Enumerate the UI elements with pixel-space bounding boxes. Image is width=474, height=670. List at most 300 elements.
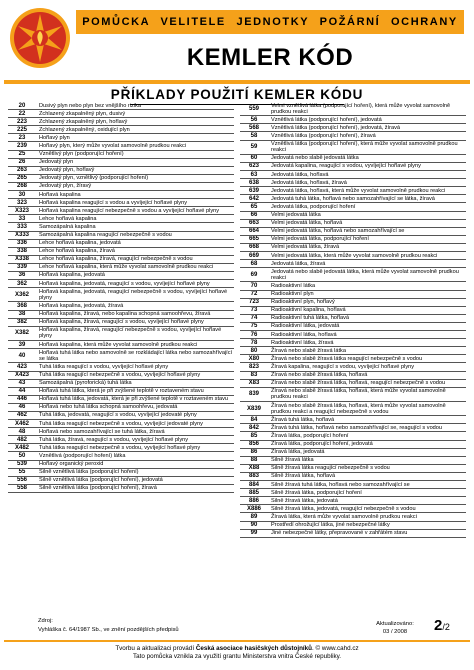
table-row [240,339,466,347]
kemler-code: 60 [240,154,268,162]
table-row [240,227,466,235]
kemler-code: 368 [8,302,36,310]
hazard-description: Hořlavá nebo samozahřívající se tuhá látka, žíravá [36,428,234,436]
kemler-code: 539 [8,460,36,468]
kemler-code: 83 [240,371,268,379]
hazard-description: Velmi jedovatá látka [268,211,466,219]
page-total: /2 [442,622,450,632]
hazard-description: Dusivý plyn nebo plyn bez vnějšího rizika [36,102,234,110]
footer-divider [4,640,470,642]
hazard-description: Silně vznětlivá látka (podporující hoření) [36,468,234,476]
kemler-code: 88 [240,456,268,464]
kemler-code: X80 [240,355,268,363]
hazard-description: Hořlavá nebo tuhá látka schopná samoohřevu, jedovatá [36,403,234,411]
header-band: POMŮCKA VELITELE JEDNOTKY POŽÁRNÍ OCHRANY [76,10,464,34]
kemler-code: 883 [240,472,268,480]
hazard-description: Vznětlivá látka (podporující hoření), jedovatá [268,116,466,124]
hazard-description: Žíravá nebo slabě žíravá látka [268,347,466,355]
table-row [8,110,234,118]
hazard-description: Velmi jedovatá látka, hořlavá [268,219,466,227]
table-row [8,302,234,310]
hazard-description: Radioaktivní látka [268,282,466,290]
hazard-description: Silně žíravá látka, hořlavá [268,472,466,480]
hazard-description: Lehce hořlavá kapalina, která může vyvolat samovolně prudkou reakci [36,263,234,271]
kemler-code: 842 [240,424,268,432]
hazard-description: Zchlazený zkapalněný plyn, dusivý [36,110,234,118]
header-divider [4,80,470,84]
table-row [240,179,466,187]
kemler-code: 38 [8,310,36,318]
table-row [8,387,234,395]
table-row [240,440,466,448]
table-row [8,199,234,207]
kemler-code: 56 [240,116,268,124]
hazard-description: Silně žíravá látka, podporující hoření [268,489,466,497]
kemler-code: 23 [8,134,36,142]
left-column [8,102,234,493]
table-row [8,288,234,302]
hazard-description: Žíravá kapalina, reagující s vodou, vyvíjející hořlavé plyny [268,363,466,371]
hazard-description: Hořlavá kapalina [36,191,234,199]
kemler-code: 26 [8,158,36,166]
table-row [240,371,466,379]
page-subtitle: PŘÍKLADY POUŽITÍ KEMLER KÓDU [110,87,364,102]
table-row [8,484,234,492]
kemler-code: 884 [240,481,268,489]
kemler-code: 84 [240,416,268,424]
table-row [240,481,466,489]
hazard-description: Jedovatá nebo slabě jedovatá látka [268,154,466,162]
hazard-description: Jedovatá látka, hořlavá [268,171,466,179]
kemler-code: 339 [8,263,36,271]
table-row [8,460,234,468]
hazard-description: Hořlavá tuhá látka nebo samovolně se rozkládající látka nebo samozahřívající se látka [36,349,234,363]
hazard-description: Tuhá látka, jedovatá, reagující s vodou, vyvíjející jedovaté plyny [36,411,234,419]
hazard-description: Tuhá látka reagující nebezpečně s vodou, vyvíjející hořlavé plyny [36,444,234,452]
table-row [8,379,234,387]
table-row [240,282,466,290]
table-row [240,102,466,116]
table-row [8,403,234,411]
table-row [240,402,466,416]
kemler-code: 39 [8,341,36,349]
table-row [240,464,466,472]
update-info [364,621,426,636]
table-row [240,347,466,355]
table-row [240,529,466,537]
kemler-code: 263 [8,166,36,174]
table-row [8,118,234,126]
kemler-code: 43 [8,379,36,387]
hazard-description: Hořlavá kapalina, jedovatá [36,271,234,279]
hazard-description: Hořlavá tuhá látka, která je při zvýšené teplotě v roztaveném stavu [36,387,234,395]
kemler-code: 55 [8,468,36,476]
table-row [8,341,234,349]
table-row [240,505,466,513]
kemler-code: 446 [8,395,36,403]
hazard-description: Žíravá nebo slabě žíravá látka, hořlavá, která může vyvolat samovolně prudkou reakci [268,387,466,401]
kemler-code: 58 [240,132,268,140]
kemler-code: 642 [240,195,268,203]
hazard-description: Velmi jedovatá látka, žíravá [268,243,466,251]
table-row [8,158,234,166]
table-row [8,150,234,158]
header [0,0,474,80]
table-row [240,219,466,227]
table-row [240,260,466,268]
hazard-description: Zchlazený zkapalněný plyn, hořlavý [36,118,234,126]
table-row [240,322,466,330]
table-row [8,174,234,182]
kemler-code: 90 [240,521,268,529]
table-row [240,298,466,306]
table-row [8,102,234,110]
hazard-description: Radioaktivní plyn [268,290,466,298]
table-row [240,124,466,132]
hazard-description: Jedovatá látka, hořlavá, která může vyvolat samovolně prudkou reakci [268,187,466,195]
right-code-table [240,102,466,538]
kemler-code: 223 [8,118,36,126]
kemler-code: 886 [240,497,268,505]
table-row [240,314,466,322]
footer-credits [0,645,474,660]
kemler-code: 462 [8,411,36,419]
table-row [8,191,234,199]
kemler-code: 36 [8,271,36,279]
table-row [8,280,234,288]
kemler-code: 72 [240,290,268,298]
table-row [240,290,466,298]
hazard-description: Žíravá nebo slabě žíravá látka, hořlavá, reagující nebezpečně s vodou [268,379,466,387]
table-row [240,162,466,170]
kemler-code: 663 [240,219,268,227]
hazard-description: Hořlavá kapalina, žíravá, nebo kapalina schopná samoohřevu, žíravá [36,310,234,318]
page-title: KEMLER KÓD [186,44,354,71]
table-row [8,182,234,190]
hazard-description: Jedovatá nebo slabě jedovatá látka, která může vyvolat samovolně prudkou reakci [268,268,466,282]
kemler-code: 63 [240,171,268,179]
table-row [8,420,234,428]
hazard-description: Silně vznětlivá látka (podporující hoření), jedovatá [36,476,234,484]
kemler-code: 336 [8,239,36,247]
hazard-description: Silně žíravá tuhá látka, hořlavá nebo samozahřívající se [268,481,466,489]
kemler-code: 59 [240,140,268,154]
kemler-code: 423 [8,363,36,371]
kemler-code: 20 [8,102,36,110]
table-row [8,363,234,371]
hazard-description: Jedovatý plyn, vznětlivý (podporující hoření) [36,174,234,182]
hazard-description: Radioaktivní látka, hořlavá [268,331,466,339]
table-row [8,207,234,215]
kemler-code: X83 [240,379,268,387]
table-row [240,140,466,154]
hazard-description: Vznětlivá látka (podporující hoření), žíravá [268,132,466,140]
hazard-description: Jiné nebezpečné látky, přepravované v zahřátém stavu [268,529,466,537]
table-row [8,255,234,263]
table-row [8,263,234,271]
kemler-code: 559 [240,102,268,116]
kemler-code: X839 [240,402,268,416]
hazard-description: Hořlavá kapalina, jedovatá, reagující nebezpečně s vodou, vyvíjející hořlavé plyny [36,288,234,302]
kemler-code: 86 [240,448,268,456]
hazard-description: Jedovatá látka, hořlavá, žíravá [268,179,466,187]
updated-date: 03 / 2008 [382,628,408,635]
hazard-description: Hořlavá kapalina, žíravá, reagující s vodou, vyvíjející hořlavé plyny [36,318,234,326]
kemler-code: 665 [240,235,268,243]
table-row [240,456,466,464]
hazard-description: Vznětlivá (podporující hoření) látka [36,452,234,460]
hazard-description: Žíravá látka, podporující hoření, jedovatá [268,440,466,448]
kemler-code: X338 [8,255,36,263]
kemler-code: X423 [8,371,36,379]
fire-brigade-emblem-icon [8,6,72,70]
hazard-description: Jedovatá látka, podporující hoření [268,203,466,211]
table-row [240,448,466,456]
kemler-code: 22 [8,110,36,118]
table-row [240,252,466,260]
right-column [240,102,466,538]
table-row [8,215,234,223]
kemler-code: 382 [8,318,36,326]
kemler-code: X886 [240,505,268,513]
kemler-code: 25 [8,150,36,158]
table-row [8,166,234,174]
hazard-description: Žíravá tuhá látka, hořlavá [268,416,466,424]
kemler-code: 556 [8,476,36,484]
kemler-code: 839 [240,387,268,401]
table-row [240,132,466,140]
table-row [8,142,234,150]
hazard-description: Hořlavá kapalina, žíravá, reagující nebezpečně s vodou, vyvíjející hořlavé plyny [36,326,234,340]
kemler-code: 75 [240,322,268,330]
kemler-code: 66 [240,211,268,219]
table-row [8,326,234,340]
kemler-code: 68 [240,260,268,268]
kemler-code: 69 [240,268,268,282]
hazard-description: Silně žíravá látka reagující nebezpečně s vodou [268,464,466,472]
kemler-code: X333 [8,231,36,239]
hazard-description: Hořlavý organický peroxid [36,460,234,468]
hazard-description: Radioaktivní tuhá látka, hořlavá [268,314,466,322]
table-row [240,363,466,371]
hazard-description: Vznětlivý plyn (podporující hoření) [36,150,234,158]
kemler-code: 65 [240,203,268,211]
hazard-description: Žíravá látka, podporující hoření [268,432,466,440]
credits-suffix: . © www.cahd.cz [312,645,359,652]
hazard-description: Žíravá látka, která může vyvolat samovolně prudkou reakci [268,513,466,521]
table-row [240,268,466,282]
credits-org: Česká asociace hasičských důstojníků [195,645,313,652]
hazard-description: Jedovatý plyn [36,158,234,166]
hazard-description: Hořlavá kapalina reagující s vodou a vyvíjející hořlavé plyny [36,199,234,207]
kemler-code: 333 [8,223,36,231]
hazard-description: Tuhá látka reagující nebezpečně s vodou, vyvíjející hořlavé plyny [36,371,234,379]
hazard-description: Silně žíravá látka, jedovatá [268,497,466,505]
table-row [240,416,466,424]
table-row [240,306,466,314]
table-row [8,436,234,444]
hazard-description: Hořlavá kapalina reagující nebezpečně s vodou a vyvíjející hořlavé plyny [36,207,234,215]
hazard-description: Samozápalná kapalina [36,223,234,231]
hazard-description: Lehce hořlavá kapalina, žíravá [36,247,234,255]
table-row [240,203,466,211]
kemler-code: 30 [8,191,36,199]
kemler-code: 33 [8,215,36,223]
kemler-code: 70 [240,282,268,290]
hazard-description: Hořlavý plyn [36,134,234,142]
kemler-code: 78 [240,339,268,347]
kemler-code: 664 [240,227,268,235]
left-code-table [8,102,234,493]
hazard-description: Lehce hořlavá kapalina, žíravá, reagující nebezpečně s vodou [36,255,234,263]
kemler-code: X462 [8,420,36,428]
hazard-description: Samozápalná (pyroforická) tuhá látka [36,379,234,387]
table-row [8,428,234,436]
kemler-code: 482 [8,436,36,444]
source-text: Vyhláška č. 64/1987 Sb., ve znění pozdějších předpisů [38,626,179,633]
kemler-code: X362 [8,288,36,302]
kemler-code: 668 [240,243,268,251]
kemler-code: 89 [240,513,268,521]
table-row [8,452,234,460]
kemler-code: 885 [240,489,268,497]
table-row [8,247,234,255]
hazard-description: Prostředí ohrožující látka, jiné nebezpečné látky [268,521,466,529]
table-row [240,154,466,162]
hazard-description: Žíravá nebo slabě žíravá látka, hořlavá [268,371,466,379]
hazard-description: Radioaktivní kapalina, hořlavá [268,306,466,314]
table-row [240,171,466,179]
hazard-description: Velmi jedovatá látka, podporující hoření [268,235,466,243]
hazard-description: Tuhá látka reagující s vodou, vyvíjející hořlavé plyny [36,363,234,371]
kemler-code: 265 [8,174,36,182]
credits-line-2: Tato pomůcka vznikla za využití grantu Ministerstva vnitra České republiky. [132,652,342,660]
kemler-code: 362 [8,280,36,288]
table-row [240,521,466,529]
table-row [240,387,466,401]
kemler-code: 48 [8,428,36,436]
hazard-description: Jedovatá kapalina, reagující s vodou, vyvíjející hořlavé plyny [268,162,466,170]
hazard-description: Jedovatý plyn, hořlavý [36,166,234,174]
table-row [240,472,466,480]
table-row [240,187,466,195]
table-row [240,497,466,505]
hazard-description: Žíravá látka, jedovatá [268,448,466,456]
page-current: 2 [434,617,443,634]
table-row [8,223,234,231]
credits-line-1 [0,645,474,653]
hazard-description: Lehce hořlavá kapalina [36,215,234,223]
kemler-code: 669 [240,252,268,260]
kemler-code: 856 [240,440,268,448]
kemler-code: 568 [240,124,268,132]
kemler-code: X382 [8,326,36,340]
kemler-code: X482 [8,444,36,452]
hazard-description: Jedovatá látka, žíravá [268,260,466,268]
kemler-code: 558 [8,484,36,492]
kemler-code: 268 [8,182,36,190]
hazard-description: Tuhá látka reagující nebezpečně s vodou, vyvíjející jedovaté plyny [36,420,234,428]
table-row [8,134,234,142]
kemler-code: 639 [240,187,268,195]
table-row [8,371,234,379]
kemler-code: 323 [8,199,36,207]
kemler-code: 46 [8,403,36,411]
kemler-code: X88 [240,464,268,472]
hazard-description: Silně vznětlivá látka (podporující hoření), žíravá [36,484,234,492]
table-row [240,432,466,440]
hazard-description: Jedovatý plyn, žíravý [36,182,234,190]
hazard-description: Samozápalná kapalina reagující nebezpečně s vodou [36,231,234,239]
kemler-code: 338 [8,247,36,255]
table-row [240,211,466,219]
hazard-description: Radioaktivní látka, žíravá [268,339,466,347]
kemler-code: X323 [8,207,36,215]
table-row [8,476,234,484]
kemler-code: 73 [240,306,268,314]
table-row [240,379,466,387]
table-row [240,243,466,251]
table-row [8,231,234,239]
hazard-description: Žíravá tuhá látka, hořlavá nebo samozahřívající se, reagující s vodou [268,424,466,432]
table-row [8,411,234,419]
hazard-description: Žíravá nebo slabě žíravá látka reagující nebezpečně s vodou [268,355,466,363]
source-label: Zdroj: [38,618,53,624]
kemler-code: 80 [240,347,268,355]
kemler-code: 50 [8,452,36,460]
hazard-description: Velmi vznětlivá látka (podporující hoření), která může vyvolat samovolně prudkou reakci [268,102,466,116]
table-row [240,355,466,363]
kemler-code: 99 [240,529,268,537]
kemler-code: 823 [240,363,268,371]
kemler-code: 85 [240,432,268,440]
kemler-code: 638 [240,179,268,187]
table-row [8,318,234,326]
kemler-code: 239 [8,142,36,150]
table-row [8,239,234,247]
table-row [240,116,466,124]
table-row [8,126,234,134]
table-row [240,331,466,339]
table-row [240,489,466,497]
table-row [8,271,234,279]
table-row [240,235,466,243]
hazard-description: Vznětlivá látka (podporující hoření), která může vyvolat samovolně prudkou reakci [268,140,466,154]
table-row [8,310,234,318]
hazard-description: Radioaktivní plyn, hořlavý [268,298,466,306]
credits-prefix: Tvorbu a aktualizaci provádí [115,645,196,652]
kemler-code: 76 [240,331,268,339]
kemler-code: 74 [240,314,268,322]
table-row [240,513,466,521]
updated-label: Aktualizováno: [376,621,414,627]
hazard-description: Hořlavá kapalina, která může vyvolat samovolně prudkou reakci [36,341,234,349]
hazard-description: Žíravá nebo slabě žíravá látka, hořlavá, která může vyvolat samovolně prudkou reakci a reagující nebezpečně s vodou [268,402,466,416]
kemler-code: 623 [240,162,268,170]
kemler-code: 40 [8,349,36,363]
hazard-description: Silně žíravá látka, jedovatá, reagující nebezpečně s vodou [268,505,466,513]
kemler-code: 723 [240,298,268,306]
table-row [8,468,234,476]
table-row [240,424,466,432]
hazard-description: Hořlavý plyn, který může vyvolat samovolně prudkou reakci [36,142,234,150]
page-number [434,617,450,634]
hazard-description: Hořlavá tuhá látka, jedovatá, která je při zvýšené teplotě v roztaveném stavu [36,395,234,403]
table-row [8,349,234,363]
hazard-description: Vznětlivá látka (podporující hoření), jedovatá, žíravá [268,124,466,132]
table-row [8,395,234,403]
hazard-description: Lehce hořlavá kapalina, jedovatá [36,239,234,247]
